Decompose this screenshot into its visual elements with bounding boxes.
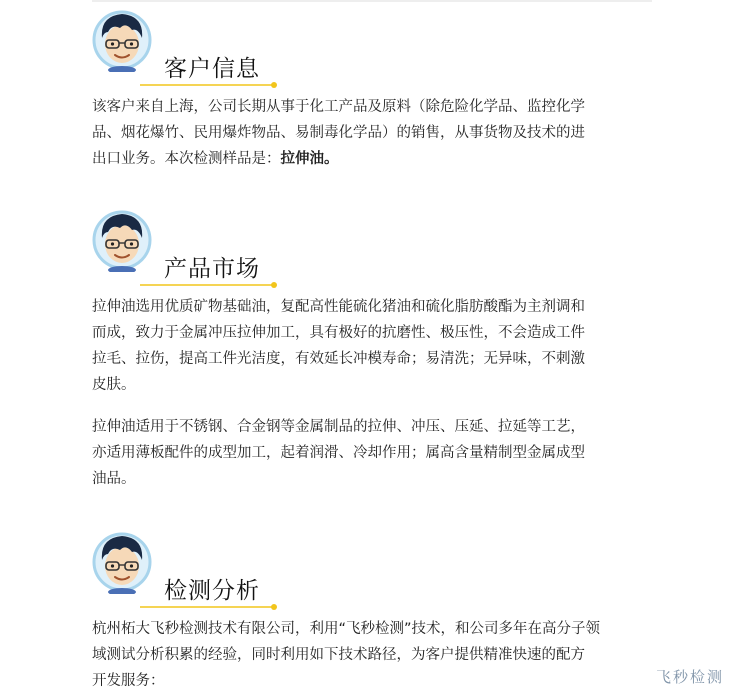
- section-paragraph: [92, 94, 648, 172]
- section-paragraph: 杭州柘大飞秒检测技术有限公司，利用“飞秒检测”技术，和公司多年在高分子领 域测试分析积累的经验，同时利用如下技术路径，为客户提供精准快速的配方 开发服务：: [92, 621, 601, 689]
- sample-name: 拉伸油。: [280, 151, 339, 167]
- cartoon-avatar-icon: [92, 208, 152, 272]
- section-header: [92, 530, 652, 616]
- section-title: 检测分析: [164, 578, 260, 604]
- paragraph-text: 该客户来自上海，公司长期从事于化工产品及原料（除危险化学品、监控化学 品、烟花爆竹、民用爆炸物品、易制毒化学品）的销售，从事货物及技术的进 出口业务。本次检测样品是：: [92, 99, 585, 167]
- cartoon-avatar-icon: [92, 530, 152, 594]
- section-customer-info: [92, 8, 652, 172]
- title-underline: [138, 81, 278, 89]
- section-title: 客户信息: [164, 56, 260, 82]
- watermark: 飞秒检测: [656, 668, 725, 686]
- title-underline: [138, 281, 278, 289]
- section-header: [92, 208, 652, 294]
- section-paragraph: 拉伸油适用于不锈钢、合金钢等金属制品的拉伸、冲压、压延、拉延等工艺， 亦适用薄板配件的成型加工，起着润滑、冷却作用；属高含量精制型金属成型 油品。: [92, 419, 585, 487]
- title-underline: [138, 603, 278, 611]
- section-product-market: [92, 208, 652, 492]
- section-paragraph: 拉伸油选用优质矿物基础油，复配高性能硫化猪油和硫化脂肪酸酯为主剂调和 而成，致力于金属冲压拉伸加工，具有极好的抗磨性、极压性，不会造成工件 拉毛、拉伤，提高工件光洁度，有效延长冲模寿命；易清洗；无异味，不刺激 皮肤。: [92, 299, 585, 393]
- top-divider: [92, 0, 652, 2]
- section-title: 产品市场: [164, 256, 260, 282]
- cartoon-avatar-icon: [92, 8, 152, 72]
- section-header: [92, 8, 652, 94]
- section-testing-analysis: [92, 530, 652, 694]
